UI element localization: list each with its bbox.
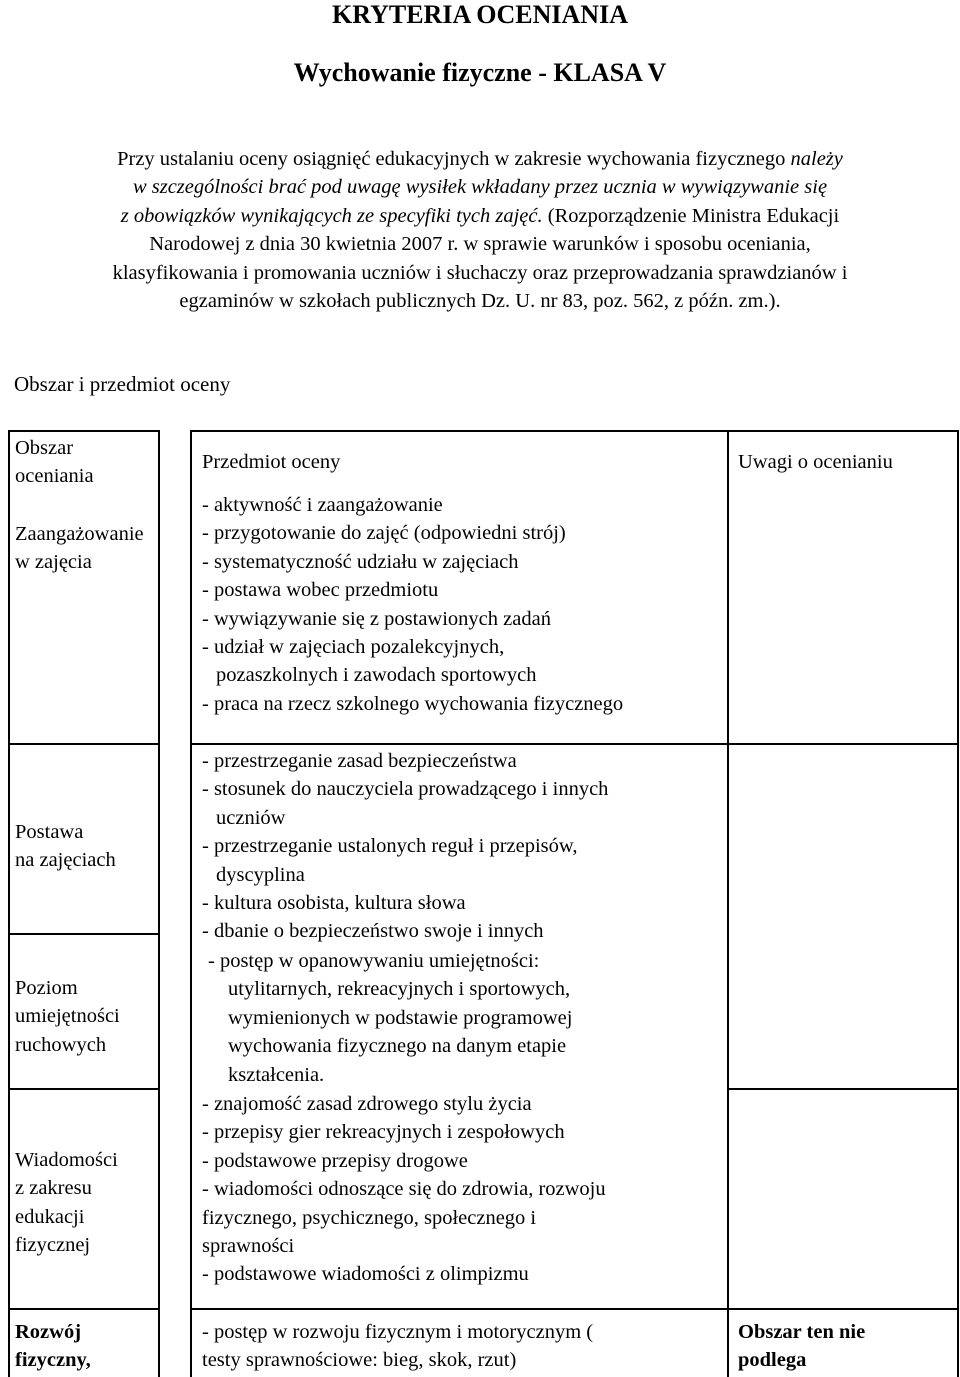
area-label: Poziom	[15, 977, 78, 999]
list-item: - udział w zajęciach pozalekcyjnych,	[202, 636, 505, 659]
list-item: - podstawowe przepisy drogowe	[202, 1149, 468, 1172]
table-border	[8, 1308, 160, 1310]
intro-line-2	[24, 173, 936, 201]
intro-line-6: egzaminów w szkołach publicznych Dz. U. nr 83, poz. 562, z późn. zm.).	[179, 290, 781, 313]
list-item: dyscyplina	[216, 863, 305, 886]
area-label: ruchowych	[15, 1033, 107, 1056]
intro-line-3-italic: z obowiązków wynikających ze specyfiki tych zajęć.	[120, 204, 543, 227]
subject-attitude	[202, 747, 608, 946]
area-label: Rozwój	[15, 1321, 82, 1343]
area-label: z zakresu	[15, 1177, 92, 1200]
area-physical-development	[15, 1318, 91, 1375]
area-label: Wiadomości	[15, 1149, 118, 1171]
table-border	[190, 430, 959, 432]
table-border	[190, 430, 192, 1377]
intro-line-1-italic: należy	[790, 148, 843, 170]
note-text: Obszar ten nie	[738, 1321, 866, 1343]
list-item: - aktywność i zaangażowanie	[202, 494, 443, 516]
area-label: Zaangażowanie	[15, 523, 144, 545]
list-item: wychowania fizycznego na danym etapie	[228, 1035, 567, 1058]
table-border	[957, 430, 959, 1377]
subject-knowledge	[202, 1090, 606, 1289]
area-label: na zajęciach	[15, 849, 116, 872]
note-text: podlega	[738, 1349, 807, 1372]
list-item: - postęp w rozwoju fizycznym i motorycznym (	[202, 1321, 594, 1343]
area-knowledge	[15, 1146, 118, 1260]
header-area	[15, 434, 94, 491]
area-label: fizyczny,	[15, 1349, 91, 1372]
area-label: w zajęcia	[15, 551, 92, 574]
area-attitude	[15, 818, 116, 875]
table-border	[8, 743, 160, 745]
subject-engagement	[202, 491, 623, 718]
table-border	[8, 1088, 160, 1090]
list-item: - przepisy gier rekreacyjnych i zespołowych	[202, 1121, 565, 1144]
subject-motor-skills	[208, 947, 572, 1089]
list-item: - postęp w opanowywaniu umiejętności:	[208, 950, 540, 972]
table-border	[190, 743, 959, 745]
document-subtitle: Wychowanie fizyczne - KLASA V	[293, 58, 667, 87]
list-item: - podstawowe wiadomości z olimpizmu	[202, 1263, 529, 1286]
table-border	[158, 430, 160, 1377]
list-item: - postawa wobec przedmiotu	[202, 579, 439, 602]
header-subject: Przedmiot oceny	[202, 451, 341, 473]
list-item: - przestrzeganie ustalonych reguł i przepisów,	[202, 835, 578, 858]
intro-line-1-text: Przy ustalaniu oceny osiągnięć edukacyjnych w zakresie wychowania fizycznego	[117, 148, 791, 170]
area-label: umiejętności	[15, 1005, 120, 1028]
table-border	[190, 1308, 959, 1310]
intro-paragraph	[24, 145, 936, 315]
subject-physical-development	[202, 1318, 593, 1375]
intro-line-4: Narodowej z dnia 30 kwietnia 2007 r. w sprawie warunków i sposobu oceniania,	[149, 233, 811, 256]
area-label: Postawa	[15, 821, 84, 843]
area-label: fizycznej	[15, 1234, 91, 1257]
table-border	[8, 430, 10, 1377]
list-item: - systematyczność udziału w zajęciach	[202, 550, 519, 573]
section-title: Obszar i przedmiot oceny	[14, 372, 231, 396]
list-item: - kultura osobista, kultura słowa	[202, 892, 466, 915]
list-item: testy sprawnościowe: bieg, skok, rzut)	[202, 1349, 517, 1372]
list-item: sprawności	[202, 1235, 295, 1258]
note-physical-development	[738, 1318, 865, 1375]
list-item: - praca na rzecz szkolnego wychowania fizycznego	[202, 692, 624, 715]
list-item: - stosunek do nauczyciela prowadzącego i innych	[202, 778, 609, 801]
area-motor-skills	[15, 974, 120, 1059]
area-engagement	[15, 520, 144, 577]
header-area-line: oceniania	[15, 465, 94, 488]
list-item: uczniów	[216, 806, 286, 829]
document-title: KRYTERIA OCENIANIA	[332, 0, 628, 29]
list-item: fizycznego, psychicznego, społecznego i	[202, 1206, 537, 1229]
list-item: pozaszkolnych i zawodach sportowych	[216, 664, 537, 687]
list-item: - przygotowanie do zajęć (odpowiedni strój)	[202, 522, 566, 545]
intro-line-5: klasyfikowania i promowania uczniów i słuchaczy oraz przeprowadzania sprawdzianów i	[112, 261, 848, 284]
list-item: kształcenia.	[228, 1063, 325, 1086]
table-border	[8, 430, 160, 432]
list-item: - przestrzeganie zasad bezpieczeństwa	[202, 750, 517, 772]
list-item: - znajomość zasad zdrowego stylu życia	[202, 1093, 532, 1115]
table-border	[8, 933, 160, 935]
intro-line-2-italic: w szczególności brać pod uwagę wysiłek wkładany przez ucznia w wywiązywanie się	[132, 176, 828, 199]
intro-line-3	[24, 202, 936, 230]
list-item: - wywiązywanie się z postawionych zadań	[202, 607, 551, 630]
intro-line-3-text: (Rozporządzenie Ministra Edukacji	[542, 204, 840, 227]
area-label: edukacji	[15, 1205, 85, 1228]
list-item: utylitarnych, rekreacyjnych i sportowych,	[228, 978, 571, 1001]
list-item: wymienionych w podstawie programowej	[228, 1006, 573, 1029]
intro-line-1	[24, 145, 936, 173]
table-border	[727, 430, 729, 1377]
header-notes: Uwagi o ocenianiu	[738, 451, 893, 473]
table-border	[727, 1088, 959, 1090]
header-area-line: Obszar	[15, 437, 74, 459]
list-item: - dbanie o bezpieczeństwo swoje i innych	[202, 920, 544, 943]
list-item: - wiadomości odnoszące się do zdrowia, rozwoju	[202, 1178, 606, 1201]
